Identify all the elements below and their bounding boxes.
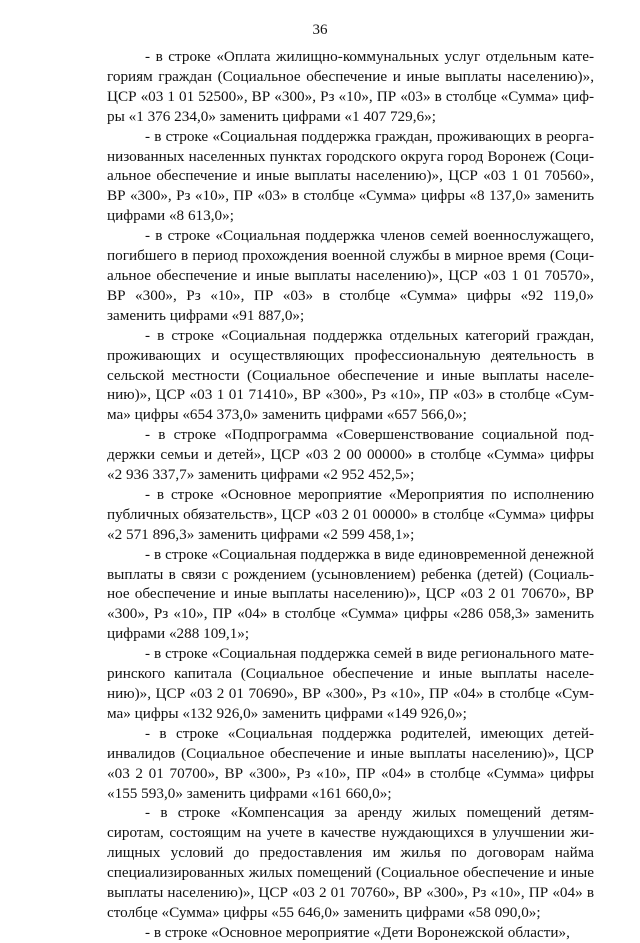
paragraph-4: - в строке «Социальная поддержка отдельных категорий граждан, проживающих и осуществляющих профессиональную деятельность в сельской местности (Социальное обеспечение и иные выплаты населению)», ЦСР «03 1 01 71410», ВР «300», Рз «10», ПР «03» в столбце «Сумма» цифры «654 373,0» заменить цифрами «657 566,0»; — [107, 326, 594, 424]
paragraph-8: - в строке «Социальная поддержка семей в виде регионального материнского капитала (Социальное обеспечение и иные выплаты населению)», ЦСР «03 2 01 70690», ВР «300», Рз «10», ПР «04» в столбце «Сумма» цифры «132 926,0» заменить цифрами «149 926,0»; — [107, 645, 594, 722]
paragraph-9: - в строке «Социальная поддержка родителей, имеющих детей-инвалидов (Социальное обеспечение и иные выплаты населению)», ЦСР «03 2 01 70700», ВР «300», Рз «10», ПР «04» в столбце «Сумма» цифры «155 593,0» заменить цифрами «161 660,0»; — [107, 724, 594, 802]
paragraph-6: - в строке «Основное мероприятие «Мероприятия по исполнению публичных обязательств», ЦСР «03 2 01 00000» в столбце «Сумма» цифры «2 571 896,3» заменить цифрами «2 599 458,1»; — [107, 485, 594, 543]
document-body — [107, 47, 594, 943]
paragraph-3: - в строке «Социальная поддержка членов семей военнослужащего, погибшего в период прохождения военной службы в мирное время (Социальное обеспечение и иные выплаты населению)», ЦСР «03 1 01 70570», ВР «300», Рз «10», ПР «03» в столбце «Сумма» цифры «92 119,0» заменить цифрами «91 887,0»; — [107, 227, 594, 324]
paragraph-1: - в строке «Оплата жилищно-коммунальных услуг отдельным категориям граждан (Социальное обеспечение и иные выплаты населению)», ЦСР «03 1 01 52500», ВР «300», Рз «10», ПР «03» в столбце «Сумма» цифры «1 376 234,0» заменить цифрами «1 407 729,6»; — [107, 48, 594, 125]
paragraph-7: - в строке «Социальная поддержка в виде единовременной денежной выплаты в связи с рождением (усыновлением) ребенка (детей) (Социальное обеспечение и иные выплаты населению)», ЦСР «03 2 01 70670», ВР «300», Рз «10», ПР «04» в столбце «Сумма» цифры «286 058,3» заменить цифрами «288 109,1»; — [107, 545, 594, 643]
paragraph-5: - в строке «Подпрограмма «Совершенствование социальной поддержки семьи и детей», ЦСР «03 2 00 00000» в столбце «Сумма» цифры «2 936 337,7» заменить цифрами «2 952 452,5»; — [107, 426, 594, 484]
page-number: 36 — [312, 22, 328, 38]
paragraph-11: - в строке «Основное мероприятие «Дети Воронежской области», — [145, 923, 570, 941]
paragraph-10: - в строке «Компенсация за аренду жилых помещений детям-сиротам, состоящим на учете в качестве нуждающихся в улучшении жилищных условий до предоставления им жилья по договорам найма специализированных жилых помещений (Социальное обеспечение и иные выплаты населению)», ЦСР «03 2 01 70760», ВР «300», Рз «10», ПР «04» в столбце «Сумма» цифры «55 646,0» заменить цифрами «58 090,0»; — [107, 804, 594, 921]
paragraph-2: - в строке «Социальная поддержка граждан, проживающих в реорганизованных населенных пунктах городского округа город Воронеж (Социальное обеспечение и иные выплаты населению)», ЦСР «03 1 01 70560», ВР «300», Рз «10», ПР «03» в столбце «Сумма» цифры «8 137,0» заменить цифрами «8 613,0»; — [107, 127, 594, 225]
